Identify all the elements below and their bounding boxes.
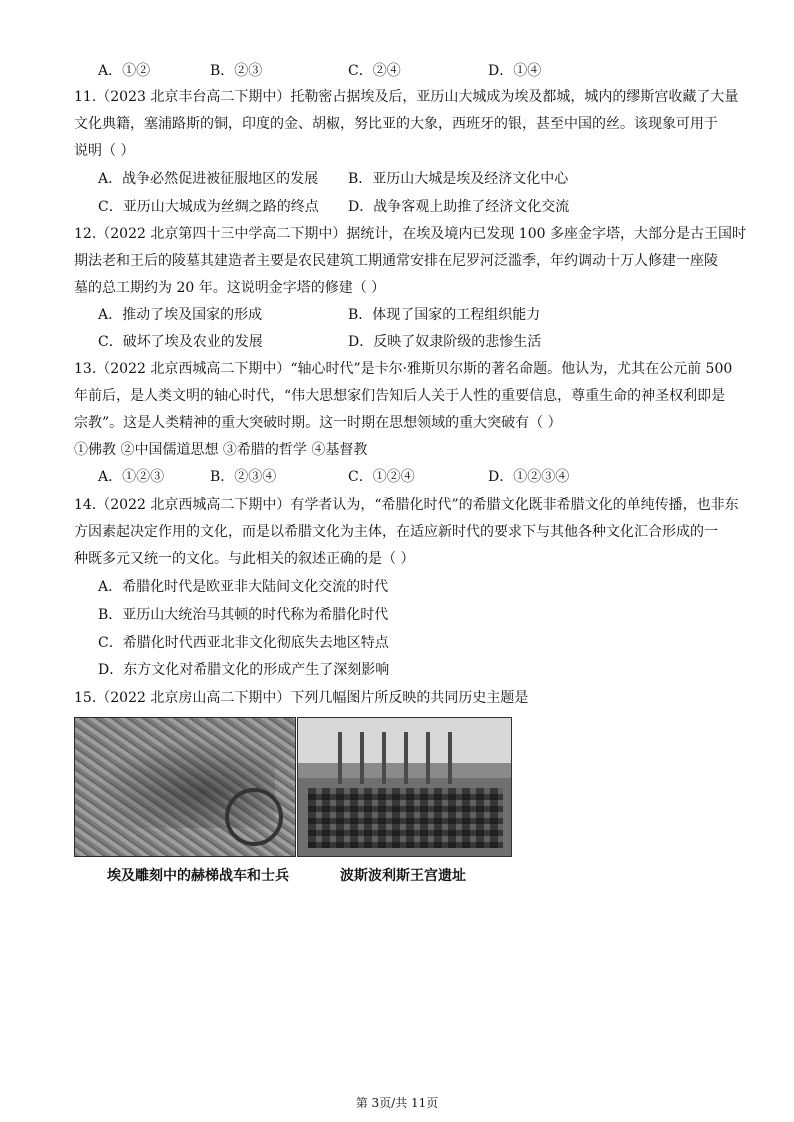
q10-option-b: B．②③ xyxy=(210,63,263,79)
q14-line-1: 14.（2022 北京西城高二下期中）有学者认为，“希腊化时代”的希腊文化既非希腊文化的单纯传播，也非东 xyxy=(74,497,739,513)
page-footer: 第 3页/共 11页 xyxy=(355,1096,439,1110)
q11-line-3: 说明（ ） xyxy=(74,143,135,159)
image-caption-egypt: 埃及雕刻中的赫梯战车和士兵 xyxy=(107,868,289,884)
q14-option-c: C．希腊化时代西亚北非文化彻底失去地区特点 xyxy=(98,635,389,651)
q13-line-3: 宗教”。这是人类精神的重大突破时期。这一时期在思想领域的重大突破有（ ） xyxy=(74,415,562,431)
q14-line-2: 方因素起决定作用的文化，而是以希腊文化为主体，在适应新时代的要求下与其他各种文化汇合形成的一 xyxy=(74,524,718,540)
q12-line-2: 期法老和王后的陵墓其建造者主要是农民建筑工期通常安排在尼罗河泛滥季，年约调动十万人修建一座陵 xyxy=(74,253,718,269)
egyptian-relief-image xyxy=(74,717,296,857)
q12-option-d: D．反映了奴隶阶级的悲惨生活 xyxy=(348,334,542,350)
persepolis-ruins-image xyxy=(297,717,512,857)
q13-option-b: B．②③④ xyxy=(210,469,277,485)
q13-option-a: A．①②③ xyxy=(98,469,165,485)
q11-option-c: C．亚历山大城成为丝绸之路的终点 xyxy=(98,199,319,215)
q11-line-2: 文化典籍，塞浦路斯的铜，印度的金、胡椒，努比亚的大象，西班牙的银，甚至中国的丝。该现象可用于 xyxy=(74,116,718,132)
q13-line-1: 13.（2022 北京西城高二下期中）“轴心时代”是卡尔·雅斯贝尔斯的著名命题。他认为，尤其在公元前 500 xyxy=(74,361,733,377)
q14-option-d: D．东方文化对希腊文化的形成产生了深刻影响 xyxy=(98,662,390,678)
q12-line-3: 墓的总工期约为 20 年。这说明金字塔的修建（ ） xyxy=(74,280,386,296)
q12-option-a: A．推动了埃及国家的形成 xyxy=(98,307,263,323)
q10-option-c: C．②④ xyxy=(348,63,401,79)
q15-line: 15.（2022 北京房山高二下期中）下列几幅图片所反映的共同历史主题是 xyxy=(74,690,529,706)
q13-items: ①佛教 ②中国儒道思想 ③希腊的哲学 ④基督教 xyxy=(74,442,368,458)
q14-line-3: 种既多元又统一的文化。与此相关的叙述正确的是（ ） xyxy=(74,551,415,567)
q10-option-d: D．①④ xyxy=(488,63,542,79)
q11-option-b: B．亚历山大城是埃及经济文化中心 xyxy=(348,171,569,187)
image-caption-persepolis: 波斯波利斯王宫遗址 xyxy=(340,868,466,884)
q13-option-d: D．①②③④ xyxy=(488,469,570,485)
q12-option-b: B．体现了国家的工程组织能力 xyxy=(348,307,541,323)
q14-option-b: B．亚历山大统治马其顿的时代称为希腊化时代 xyxy=(98,607,389,623)
q12-option-c: C．破坏了埃及农业的发展 xyxy=(98,334,263,350)
q14-option-a: A．希腊化时代是欧亚非大陆间文化交流的时代 xyxy=(98,579,389,595)
q11-line-1: 11.（2023 北京丰台高二下期中）托勒密占据埃及后，亚历山大城成为埃及都城，城内的缪斯宫收藏了大量 xyxy=(74,89,739,105)
q13-line-2: 年前后，是人类文明的轴心时代，“伟大思想家们告知后人关于人性的重要信息，尊重生命的神圣权利即是 xyxy=(74,388,726,404)
q10-option-a: A．①② xyxy=(98,63,151,79)
q13-option-c: C．①②④ xyxy=(348,469,415,485)
q11-option-a: A．战争必然促进被征服地区的发展 xyxy=(98,171,319,187)
q12-line-1: 12.（2022 北京第四十三中学高二下期中）据统计，在埃及境内已发现 100 多座金字塔，大部分是古王国时 xyxy=(74,226,746,242)
q11-option-d: D．战争客观上助推了经济文化交流 xyxy=(348,199,570,215)
